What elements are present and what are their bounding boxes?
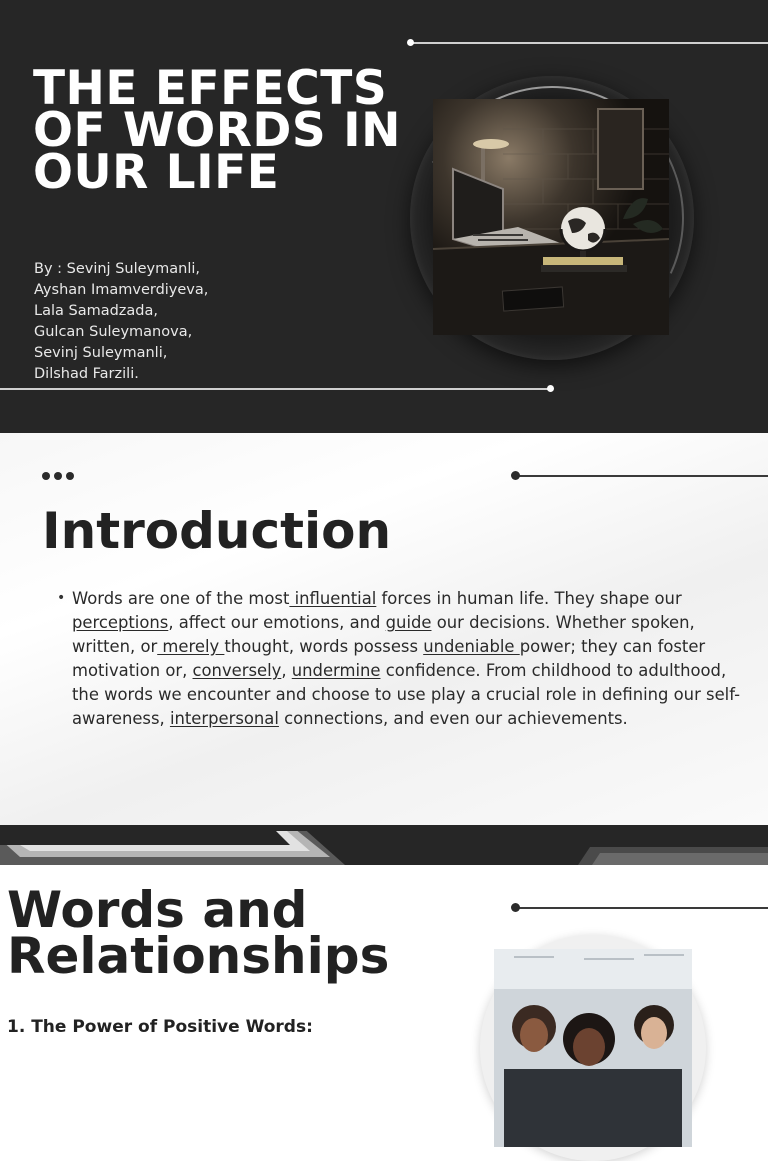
underlined-word: merely bbox=[157, 637, 225, 656]
introduction-paragraph bbox=[72, 587, 742, 731]
title-line: OF WORDS IN bbox=[33, 103, 401, 158]
slide-separator bbox=[0, 825, 768, 865]
decorative-line bbox=[410, 42, 768, 44]
underlined-word: influential bbox=[289, 589, 377, 608]
bullet-icon: • bbox=[57, 590, 66, 606]
author-line: Ayshan Imamverdiyeva, bbox=[34, 282, 209, 298]
author-line: Gulcan Suleymanova, bbox=[34, 324, 193, 340]
text-run: , bbox=[281, 661, 292, 680]
decorative-line bbox=[515, 907, 768, 909]
author-line: Sevinj Suleymanli, bbox=[34, 345, 168, 361]
text-run: , affect our emotions, and bbox=[168, 613, 386, 632]
text-run: Words are one of the most bbox=[72, 589, 290, 608]
text-run: power; they can foster motivation or, bbox=[72, 637, 706, 680]
author-line: Dilshad Farzili. bbox=[34, 366, 139, 382]
underlined-word: undeniable bbox=[423, 637, 520, 656]
text-run: connections, and even our achievements. bbox=[278, 709, 628, 728]
ellipsis-icon bbox=[42, 472, 74, 480]
title-line: Words and bbox=[7, 881, 308, 939]
relationships-slide bbox=[0, 865, 768, 1037]
decorative-dot bbox=[407, 39, 414, 46]
presentation-title bbox=[33, 61, 413, 200]
decorative-line bbox=[0, 388, 551, 390]
title-slide bbox=[0, 0, 768, 433]
title-line: THE EFFECTS bbox=[33, 61, 388, 116]
decorative-dot bbox=[511, 903, 520, 912]
decorative-line bbox=[515, 475, 768, 477]
title-line: OUR LIFE bbox=[33, 145, 280, 200]
text-run: our decisions. Whether spoken, written, or bbox=[72, 613, 695, 656]
underlined-word: undermine bbox=[291, 661, 381, 680]
title-line: Relationships bbox=[7, 927, 390, 985]
introduction-slide bbox=[0, 433, 768, 825]
section-subtitle: 1. The Power of Positive Words: bbox=[7, 1017, 313, 1037]
people-meeting-photo bbox=[494, 949, 692, 1147]
underlined-word: perceptions bbox=[72, 613, 169, 632]
slide-title bbox=[7, 881, 390, 985]
decorative-dot bbox=[547, 385, 554, 392]
slide-title: Introduction bbox=[42, 502, 392, 560]
author-line: By : Sevinj Suleymanli, bbox=[34, 261, 200, 277]
desk-laptop-photo bbox=[433, 99, 669, 335]
underlined-word: conversely bbox=[192, 661, 282, 680]
author-list bbox=[34, 259, 208, 385]
text-run: confidence. From childhood to adulthood, the words we encounter and choose to use play a crucial role in defining our self-awareness, bbox=[72, 661, 740, 728]
underlined-word: interpersonal bbox=[169, 709, 279, 728]
author-line: Lala Samadzada, bbox=[34, 303, 158, 319]
underlined-word: guide bbox=[385, 613, 432, 632]
text-run: forces in human life. They shape our bbox=[376, 589, 682, 608]
decorative-dot bbox=[511, 471, 520, 480]
text-run: thought, words possess bbox=[224, 637, 424, 656]
